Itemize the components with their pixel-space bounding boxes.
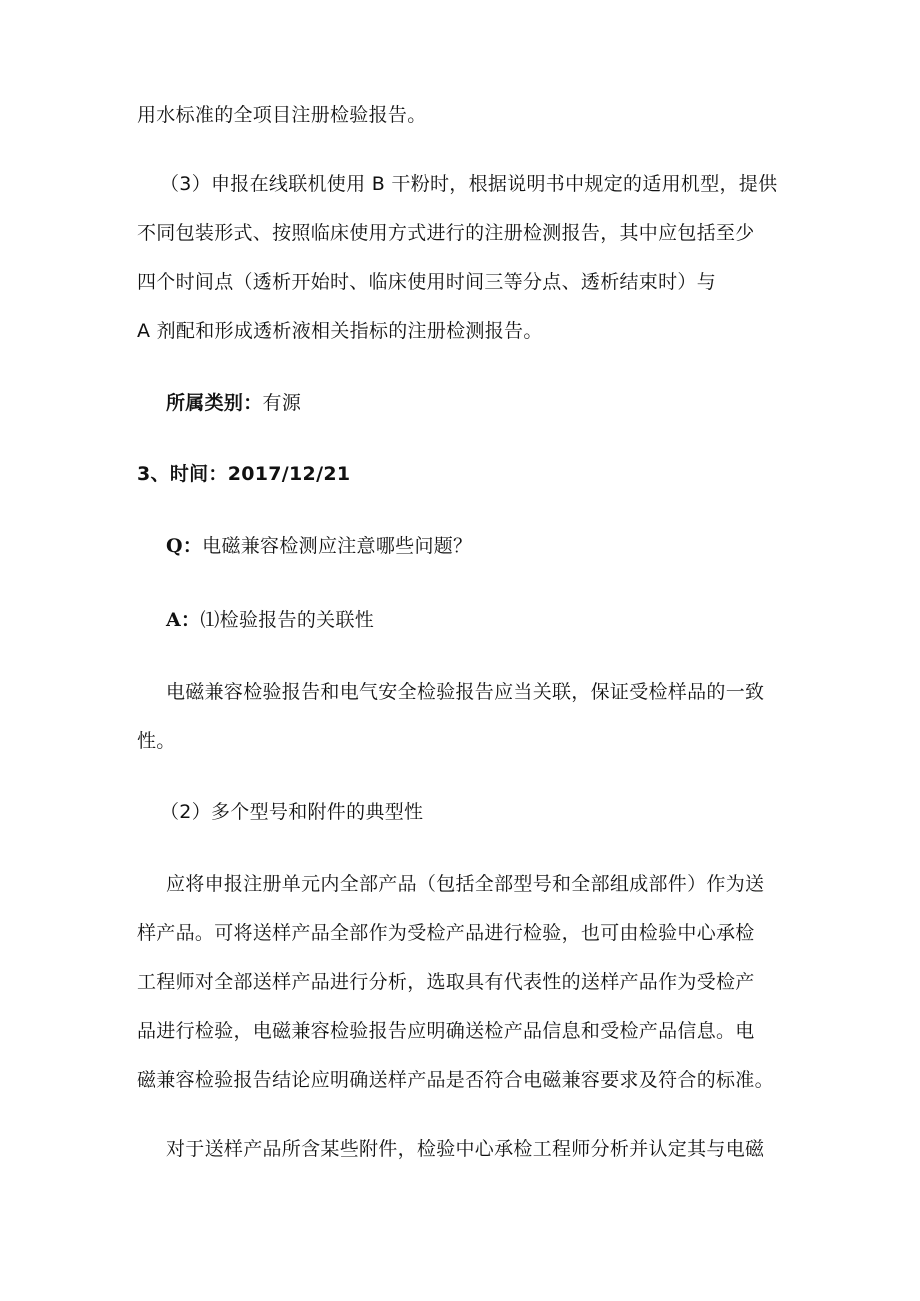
question-text: 电磁兼容检测应注意哪些问题？ <box>202 535 473 557</box>
category-label: 所属类别： <box>166 392 263 414</box>
paragraph-line: 样产品。可将送样产品全部作为受检产品进行检验，也可由检验中心承检 <box>137 922 755 944</box>
subsection-title: （2）多个型号和附件的典型性 <box>160 801 424 823</box>
paragraph-line: 对于送样产品所含某些附件，检验中心承检工程师分析并认定其与电磁 <box>166 1138 765 1160</box>
category-value: 有源 <box>262 392 302 414</box>
paragraph-line: 电磁兼容检验报告和电气安全检验报告应当关联，保证受检样品的一致 <box>166 681 765 703</box>
paragraph-line: 不同包装形式、按照临床使用方式进行的注册检测报告，其中应包括至少 <box>137 222 755 244</box>
answer-line <box>166 607 374 633</box>
paragraph-line: 性。 <box>137 730 176 752</box>
answer-item-1: ⑴检验报告的关联性 <box>200 609 375 631</box>
paragraph-line: 应将申报注册单元内全部产品（包括全部型号和全部组成部件）作为送 <box>166 873 765 895</box>
paragraph-line: 四个时间点（透析开始时、临床使用时间三等分点、透析结束时）与 <box>137 271 717 293</box>
paragraph-line: 磁兼容检验报告结论应明确送样产品是否符合电磁兼容要求及符合的标准。 <box>137 1069 774 1091</box>
section-heading: 3、时间：2017/12/21 <box>137 463 351 485</box>
paragraph-line: （3）申报在线联机使用 B 干粉时，根据说明书中规定的适用机型，提供 <box>160 173 778 195</box>
category-row <box>166 390 301 416</box>
answer-prefix: A： <box>166 609 201 631</box>
paragraph-line: 品进行检验，电磁兼容检验报告应明确送检产品信息和受检产品信息。电 <box>137 1020 755 1042</box>
paragraph-line: 工程师对全部送样产品进行分析，选取具有代表性的送样产品作为受检产 <box>137 971 755 993</box>
question-line <box>166 533 472 559</box>
question-prefix: Q： <box>166 535 203 557</box>
paragraph-line: A 剂配和形成透析液相关指标的注册检测报告。 <box>137 320 543 342</box>
paragraph-line: 用水标准的全项目注册检验报告。 <box>137 104 427 126</box>
